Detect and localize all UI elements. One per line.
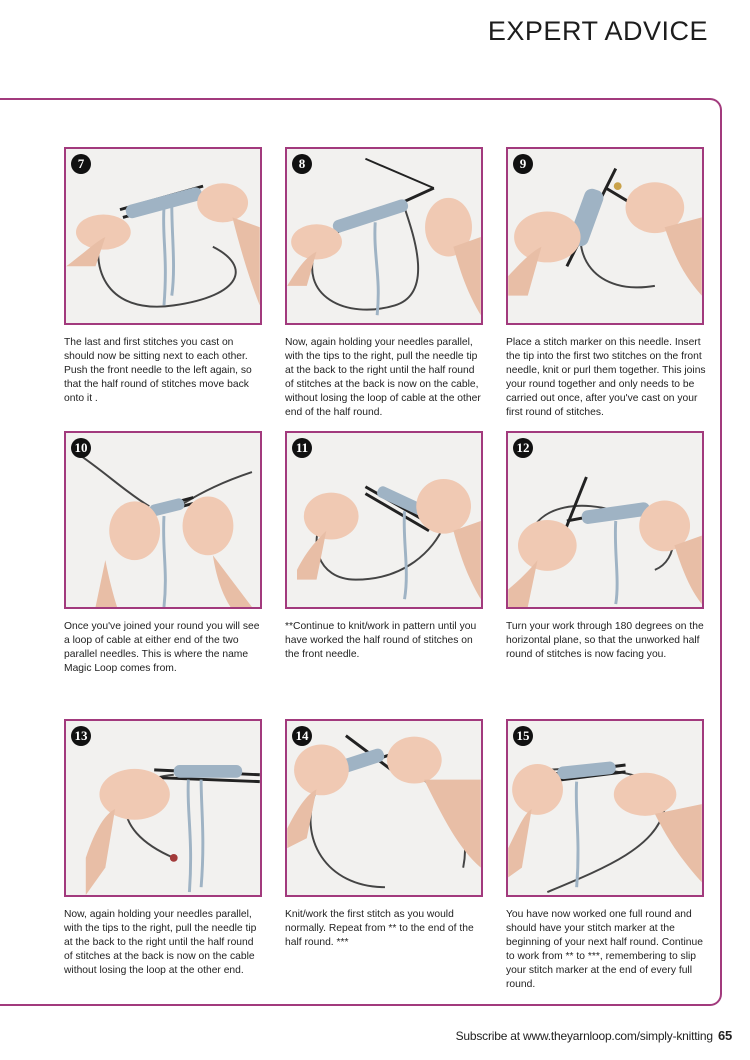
step-number-badge: 13: [71, 726, 91, 746]
subscribe-link[interactable]: Subscribe at www.theyarnloop.com/simply-knitting: [455, 1029, 713, 1043]
page-number: 65: [717, 1028, 732, 1043]
knitting-photo-illustration: [508, 721, 702, 895]
step-caption: Once you've joined your round you will see a loop of cable at either end of the two parallel needles. This is where the name Magic Loop comes from.: [64, 621, 260, 674]
step-caption: Turn your work through 180 degrees on the horizontal plane, so that the unworked half round of stitches is now facing you.: [506, 621, 704, 660]
step-photo: [506, 147, 704, 325]
step-caption: Now, again holding your needles parallel, with the tips to the right, pull the needle tip at the back to the right until the half round of stitches at the back is now on the cable without losing the loop at the other end.: [64, 909, 257, 976]
knitting-photo-illustration: [287, 721, 481, 895]
step-9: [506, 147, 706, 420]
step-caption: Now, again holding your needles parallel, with the tips to the right, pull the needle tip at the back to the right until the half round of stitches at the back is now on the cable, without losing the loop of cable at the other end of the half round.: [285, 337, 481, 418]
knitting-photo-illustration: [287, 433, 481, 607]
step-12: [506, 431, 706, 662]
step-photo: [64, 431, 262, 609]
knitting-photo-illustration: [66, 149, 260, 323]
step-15: [506, 719, 706, 992]
page-header-title: EXPERT ADVICE: [487, 16, 708, 46]
step-photo: [506, 431, 704, 609]
step-number-badge: 8: [292, 154, 312, 174]
step-number-badge: 12: [513, 438, 533, 458]
step-number-badge: 10: [71, 438, 91, 458]
knitting-photo-illustration: [66, 433, 260, 607]
step-photo: [285, 431, 483, 609]
step-number-badge: 14: [292, 726, 312, 746]
step-13: [64, 719, 264, 978]
knitting-photo-illustration: [66, 721, 260, 895]
step-14: [285, 719, 485, 950]
knitting-photo-illustration: [508, 149, 702, 323]
step-10: [64, 431, 264, 676]
step-8: [285, 147, 485, 420]
knitting-photo-illustration: [287, 149, 481, 323]
step-photo: [64, 719, 262, 897]
knitting-photo-illustration: [508, 433, 702, 607]
step-caption: **Continue to knit/work in pattern until you have worked the half round of stitches on the front needle.: [285, 621, 477, 660]
step-caption: Place a stitch marker on this needle. Insert the tip into the first two stitches on the front needle, knit or purl them together. This joins your round together and only needs to be carried out once, after you've cast on your first round of stitches.: [506, 337, 706, 418]
step-photo: [285, 147, 483, 325]
step-caption: The last and first stitches you cast on should now be sitting next to each other. Push the front needle to the left again, so that the half round of stitches move back onto it .: [64, 337, 252, 404]
page-footer: [456, 1028, 732, 1043]
step-7: [64, 147, 264, 406]
step-photo: [64, 147, 262, 325]
step-11: [285, 431, 485, 662]
step-number-badge: 7: [71, 154, 91, 174]
step-photo: [285, 719, 483, 897]
step-number-badge: 15: [513, 726, 533, 746]
step-number-badge: 11: [292, 438, 312, 458]
step-number-badge: 9: [513, 154, 533, 174]
step-photo: [506, 719, 704, 897]
step-caption: You have now worked one full round and should have your stitch marker at the beginning of your next half round. Continue to work from ** to ***, remembering to slip your stitch marker at the end of every full round.: [506, 909, 703, 990]
step-caption: Knit/work the first stitch as you would normally. Repeat from ** to the end of the half round. ***: [285, 909, 474, 948]
